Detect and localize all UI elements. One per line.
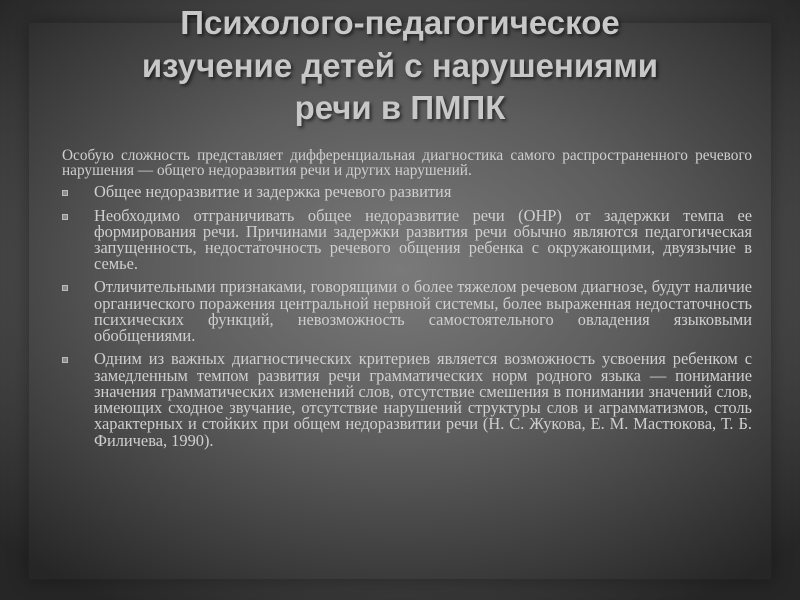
list-item (62, 279, 752, 344)
bullet-list (62, 184, 752, 449)
square-bullet-icon (62, 357, 68, 363)
bullet-text: Общее недоразвитие и задержка речевого развития (94, 182, 452, 202)
title-line-3: речи в ПМПК (294, 89, 506, 127)
bullet-text: Отличительными признаками, говорящими о более тяжелом речевом диагнозе, будут наличие органического поражения центральной нервной системы, более выраженная недостаточность психических функций, невозможность самостоятельного овладения языковыми обобщениями. (94, 277, 752, 346)
square-bullet-icon (62, 190, 68, 196)
bullet-text: Необходимо отграничивать общее недоразвитие речи (ОНР) от задержки темпа ее формирования речи. Причинами задержки развития речи обычно являются педагогическая запущенность, недостаточность речевого общения ребенка с окружающими, двуязычие в семье. (94, 205, 752, 274)
bullet-text: Одним из важных диагностических критериев является возможность усвоения ребенком с замедленным темпом развития речи грамматических норм родного языка — понимание значения грамматических изменений слов, отсутствие смешения в понимании значений слов, имеющих сходное звучание, отсутствие нарушений структуры слов и аграмматизмов, столь характерных и стойких при общем недоразвитии речи (Н. С. Жукова, Е. М. Мастюкова, Т. Б. Филичева, 1990). (94, 349, 752, 450)
list-item (62, 184, 752, 200)
square-bullet-icon (62, 214, 68, 220)
slide-content (62, 148, 752, 456)
square-bullet-icon (62, 285, 68, 291)
intro-paragraph: Особую сложность представляет дифференциальная диагностика самого распространенного речевого нарушения — общего недоразвития речи и других нарушений. (62, 147, 752, 180)
slide-title (60, 2, 740, 130)
list-item (62, 351, 752, 448)
title-line-1: Психолого-педагогическое (180, 4, 620, 41)
title-line-2: изучение детей с нарушениями (141, 46, 659, 84)
list-item (62, 205, 752, 274)
